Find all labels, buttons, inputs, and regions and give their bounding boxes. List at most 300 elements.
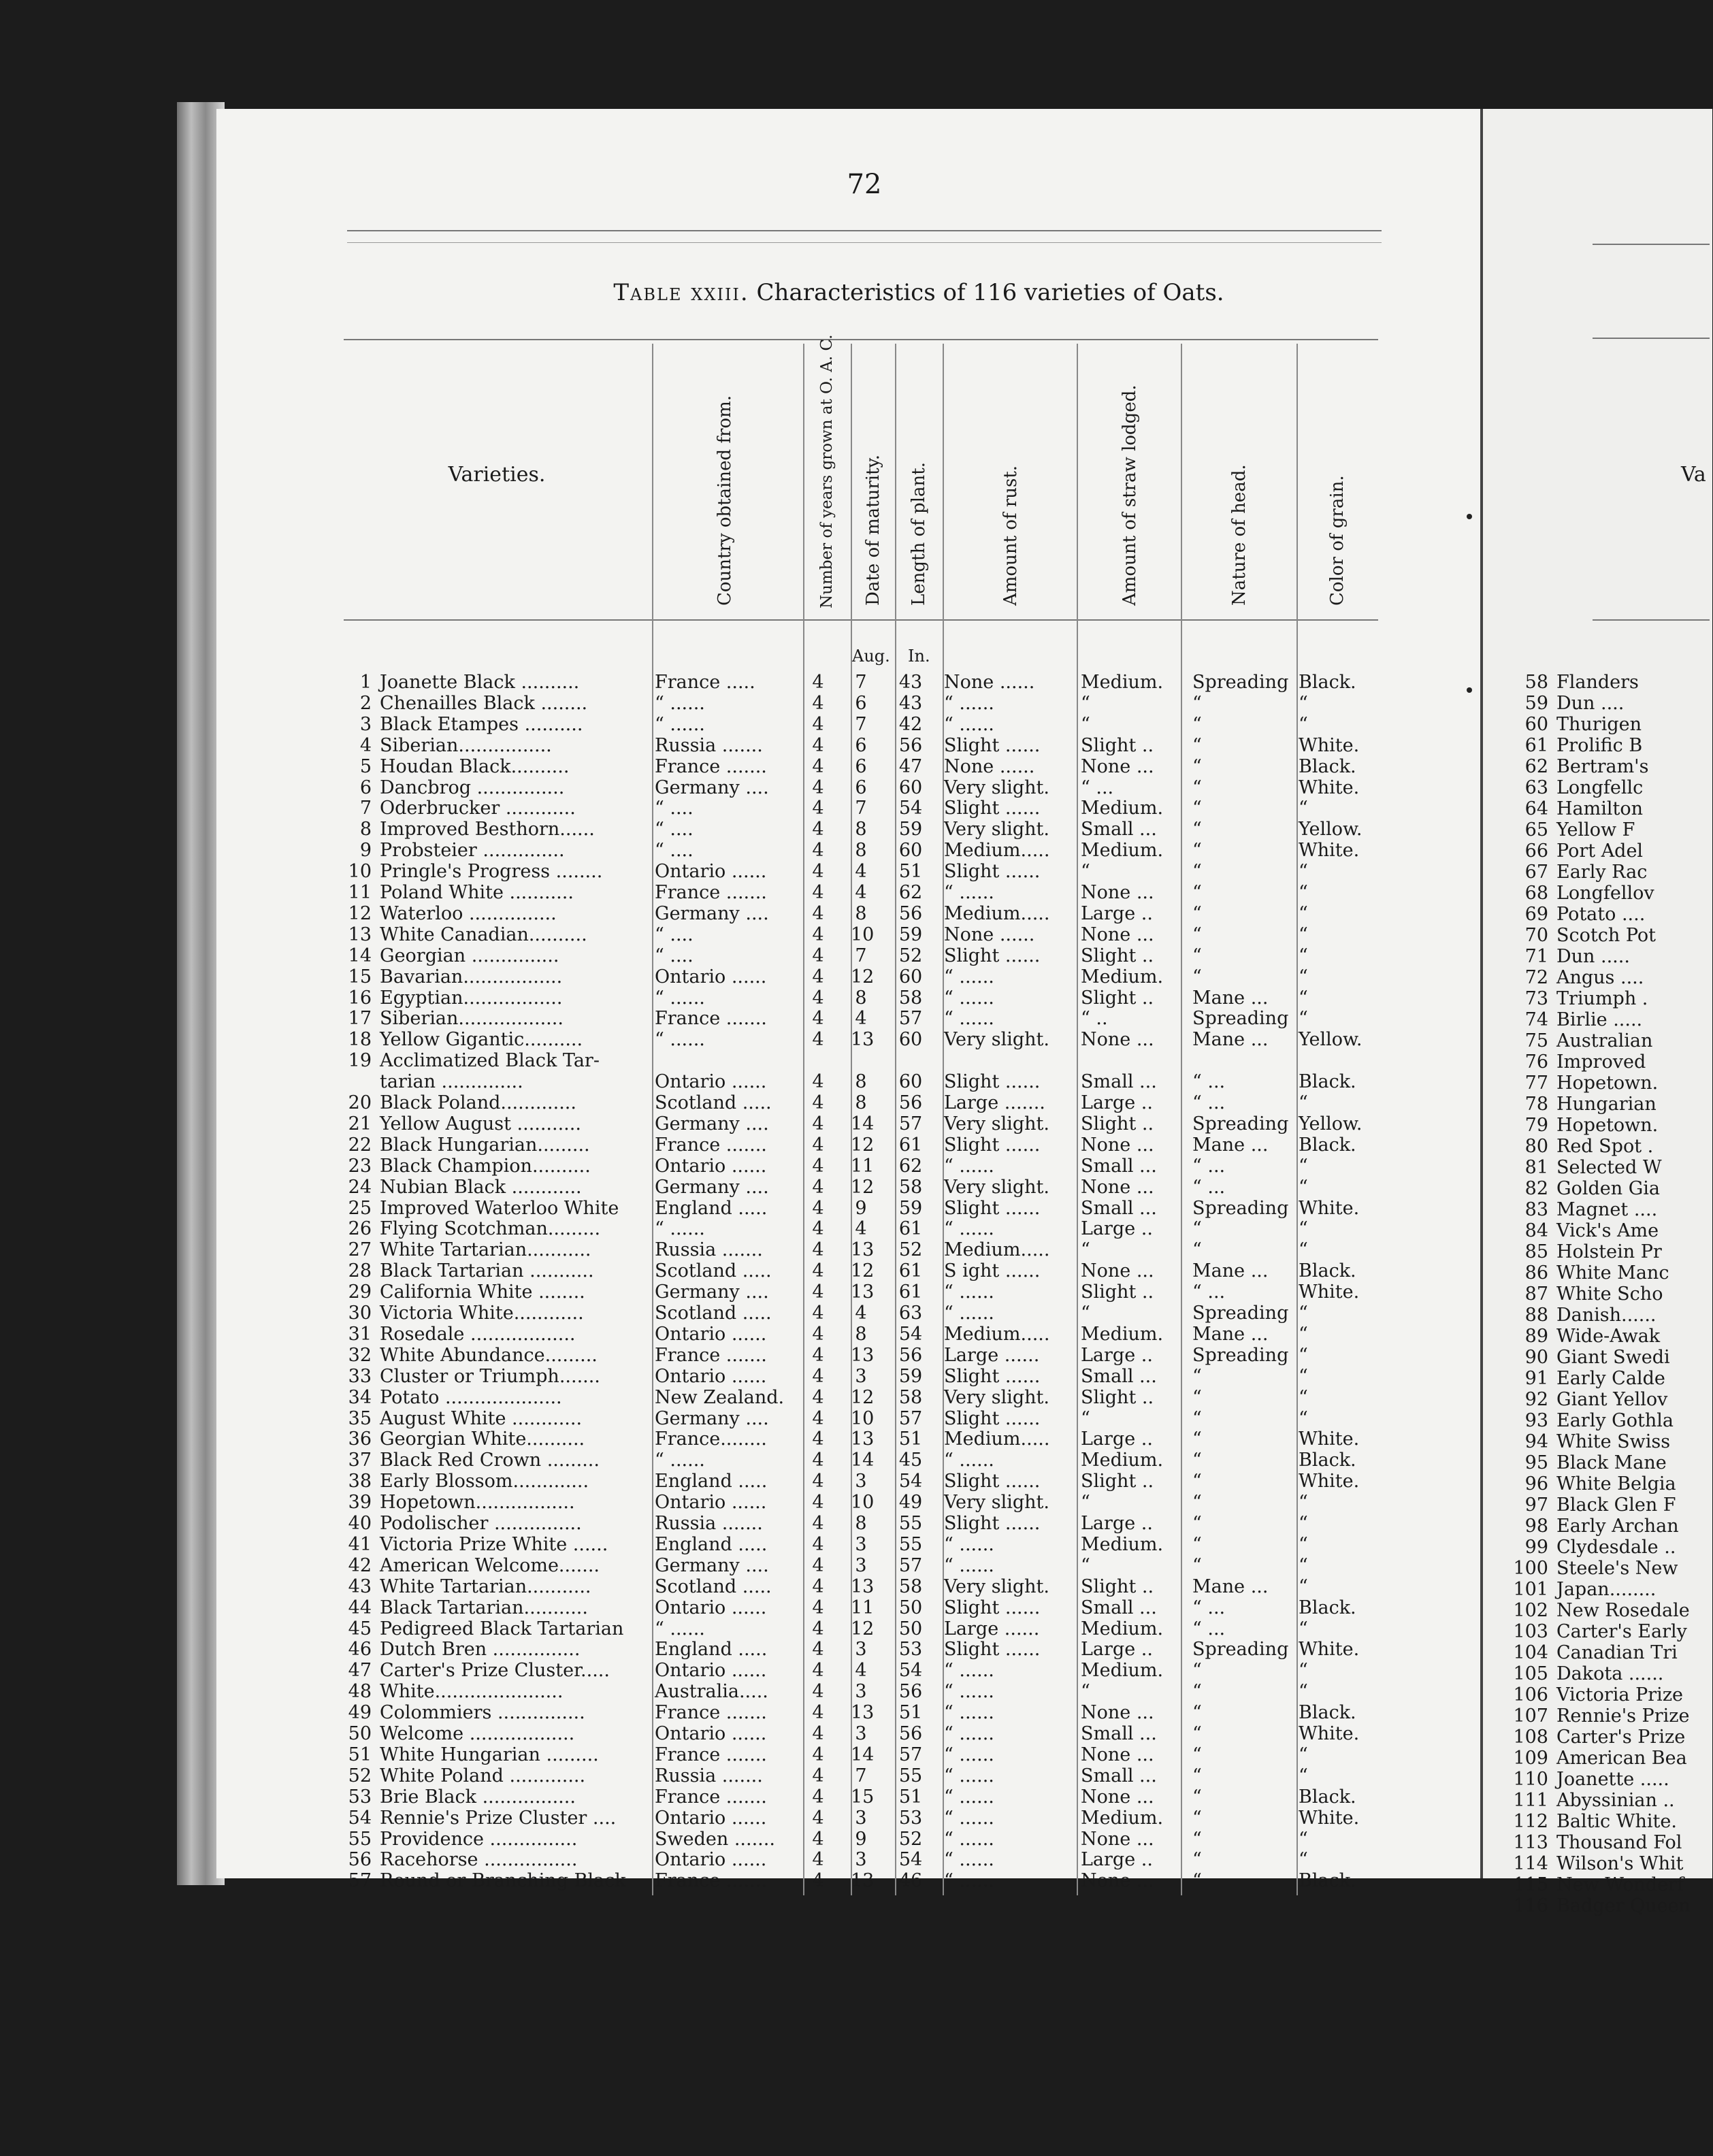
right-cell-num: 98	[1524, 1516, 1548, 1537]
right-cell-num: 107	[1513, 1705, 1548, 1727]
table-row	[333, 1639, 1395, 1660]
cell-color: White.	[1299, 1197, 1360, 1219]
cell-years: 4	[812, 1533, 824, 1555]
cell-length: 51	[898, 861, 923, 883]
cell-head: Mane ...	[1192, 1575, 1269, 1597]
cell-color: “	[1299, 798, 1308, 819]
right-cell-variety: Selected W	[1556, 1157, 1662, 1178]
cell-years: 4	[812, 1365, 824, 1387]
cell-color: White.	[1299, 1281, 1360, 1303]
cell-color: Black.	[1299, 1702, 1356, 1724]
cell-variety: White Canadian..........	[380, 924, 587, 945]
cell-head: Spreading	[1192, 1639, 1289, 1661]
cell-color: White.	[1299, 734, 1360, 756]
cell-num: 32	[348, 1344, 372, 1366]
cell-years: 4	[812, 1428, 824, 1450]
cell-rust: Very slight.	[944, 1386, 1049, 1408]
cell-country: France .......	[655, 1786, 767, 1808]
cell-rust: “ ......	[944, 1450, 994, 1471]
cell-variety: Chenailles Black ........	[380, 692, 588, 714]
cell-maturity: 14	[851, 1744, 875, 1765]
right-cell-num: 81	[1524, 1157, 1548, 1178]
cell-color: “	[1299, 1765, 1308, 1786]
cell-length: 56	[898, 902, 923, 924]
cell-maturity: 12	[851, 1260, 875, 1282]
right-page-row	[1507, 926, 1710, 946]
cell-color: “	[1299, 1386, 1308, 1408]
cell-rust: Very slight.	[944, 819, 1049, 840]
cell-rust: Very slight.	[944, 1029, 1049, 1051]
cell-lodged: Medium.	[1081, 1533, 1164, 1555]
right-cell-num: 100	[1513, 1558, 1548, 1579]
right-cell-variety: Potato ....	[1556, 904, 1646, 925]
right-page-row	[1507, 1474, 1710, 1494]
right-page-row	[1507, 1769, 1710, 1790]
header-head-text: Nature of head.	[1229, 464, 1250, 606]
cell-rust: Very slight.	[944, 1113, 1049, 1134]
cell-num: 31	[348, 1323, 372, 1345]
cell-lodged: Small ...	[1081, 1597, 1157, 1618]
right-cell-variety: New Rosedale	[1556, 1600, 1690, 1621]
cell-head: “	[1192, 1407, 1202, 1429]
cell-rust: Medium.....	[944, 1428, 1050, 1450]
right-cell-variety: White Belgia	[1556, 1473, 1676, 1494]
right-cell-variety: Rennie's Prize	[1556, 1705, 1690, 1727]
cell-color: “	[1299, 945, 1308, 966]
cell-num: 51	[348, 1744, 372, 1765]
cell-color: “	[1299, 987, 1308, 1009]
cell-length: 56	[898, 1681, 923, 1703]
right-cell-num: 85	[1524, 1241, 1548, 1262]
cell-maturity: 3	[855, 1365, 867, 1387]
cell-head: “	[1192, 1849, 1202, 1871]
cell-num: 22	[348, 1134, 372, 1156]
right-cell-variety: Longfellov	[1556, 883, 1654, 904]
cell-country: Germany ....	[655, 1554, 769, 1576]
cell-variety: White Hungarian .........	[380, 1744, 599, 1765]
right-page-row	[1507, 1052, 1710, 1073]
table-row	[333, 1766, 1395, 1786]
right-page-row	[1507, 1495, 1710, 1516]
right-page-row	[1507, 1305, 1710, 1326]
right-cell-num: 78	[1524, 1094, 1548, 1115]
right-cell-num: 76	[1524, 1051, 1548, 1073]
cell-head: “ ...	[1192, 1071, 1226, 1093]
cell-lodged: Large ..	[1081, 1513, 1153, 1534]
cell-maturity: 13	[851, 1575, 875, 1597]
cell-variety: Colommiers ...............	[380, 1702, 585, 1724]
cell-maturity: 12	[851, 1134, 875, 1156]
cell-num: 18	[348, 1029, 372, 1051]
cell-num: 1	[359, 672, 372, 693]
right-page-row	[1507, 1326, 1710, 1347]
right-cell-num: 96	[1524, 1473, 1548, 1494]
cell-head: “	[1192, 1828, 1202, 1850]
right-cell-variety: Hungarian	[1556, 1094, 1657, 1115]
cell-country: Scotland .....	[655, 1575, 772, 1597]
cell-lodged: Slight ..	[1081, 1386, 1154, 1408]
cell-variety: Probsteier ..............	[380, 840, 565, 862]
cell-rust: Medium.....	[944, 902, 1050, 924]
cell-maturity: 12	[851, 1618, 875, 1639]
cell-length: 62	[898, 1155, 923, 1177]
cell-country: Ontario ......	[655, 1849, 767, 1871]
cell-color: White.	[1299, 1807, 1360, 1829]
table-row	[333, 1388, 1395, 1408]
right-cell-variety: Abyssinian ..	[1556, 1790, 1675, 1811]
cell-num: 15	[348, 966, 372, 987]
cell-num: 21	[348, 1113, 372, 1134]
header-lodged	[1106, 347, 1154, 626]
cell-rust: Slight ......	[944, 945, 1041, 966]
cell-head: Mane ...	[1192, 1260, 1269, 1282]
cell-head: “	[1192, 1702, 1202, 1724]
cell-color: “	[1299, 1155, 1308, 1177]
cell-years: 4	[812, 734, 824, 756]
page-number: 72	[847, 169, 882, 200]
cell-years: 4	[812, 882, 824, 903]
right-page-row	[1507, 1115, 1710, 1136]
table-row	[333, 1177, 1395, 1198]
right-cell-variety: New Wonderf	[1556, 1874, 1684, 1895]
cell-num: 17	[348, 1008, 372, 1030]
table-row	[333, 946, 1395, 966]
right-cell-variety: Dun .....	[1556, 946, 1630, 967]
cell-num: 39	[348, 1492, 372, 1514]
cell-maturity: 8	[855, 902, 867, 924]
cell-maturity: 8	[855, 819, 867, 840]
right-cell-num: 73	[1524, 988, 1548, 1009]
cell-years: 4	[812, 1849, 824, 1871]
cell-maturity: 8	[855, 1323, 867, 1345]
cell-variety: Siberian..................	[380, 1008, 564, 1030]
cell-length: 51	[898, 1702, 923, 1724]
cell-lodged: “ ...	[1081, 777, 1114, 798]
right-cell-variety: White Scho	[1556, 1284, 1663, 1305]
cell-years: 4	[812, 1218, 824, 1240]
cell-country: Australia.....	[655, 1681, 768, 1703]
cell-head: Spreading	[1192, 1344, 1289, 1366]
cell-lodged: Large ..	[1081, 902, 1153, 924]
right-page-row	[1507, 1284, 1710, 1305]
right-page-rule	[1593, 244, 1710, 245]
cell-color: “	[1299, 1513, 1308, 1534]
table-row	[333, 988, 1395, 1009]
cell-num: 3	[359, 713, 372, 735]
cell-years: 4	[812, 1260, 824, 1282]
cell-maturity: 7	[855, 1765, 867, 1786]
cell-rust: None ......	[944, 924, 1035, 945]
cell-lodged: “	[1081, 713, 1090, 735]
table-top-rule	[344, 339, 1378, 340]
cell-maturity: 4	[855, 1008, 867, 1030]
cell-color: “	[1299, 1618, 1308, 1639]
right-cell-num: 116	[1513, 1895, 1548, 1916]
cell-length: 42	[898, 713, 923, 735]
right-cell-num: 70	[1524, 925, 1548, 946]
cell-variety: Black Etampes ..........	[380, 713, 583, 735]
right-cell-variety: Black Glen F	[1556, 1494, 1676, 1516]
cell-rust: Large .......	[944, 1092, 1045, 1113]
cell-color: White.	[1299, 1428, 1360, 1450]
cell-maturity: 14	[851, 1113, 875, 1134]
cell-years: 4	[812, 1029, 824, 1051]
table-row	[333, 840, 1395, 861]
cell-head: “	[1192, 819, 1202, 840]
cell-maturity: 7	[855, 713, 867, 735]
table-row	[333, 1492, 1395, 1513]
table-row	[333, 1745, 1395, 1765]
right-page-row	[1507, 1158, 1710, 1178]
table-row	[333, 1787, 1395, 1808]
cell-variety: Black Red Crown .........	[380, 1450, 600, 1471]
table-title-prefix: Table xxiii.	[613, 279, 749, 306]
cell-num: 20	[348, 1092, 372, 1113]
right-cell-num: 99	[1524, 1537, 1548, 1558]
right-cell-variety: Dun ....	[1556, 693, 1625, 714]
cell-rust: Slight ......	[944, 734, 1041, 756]
cell-maturity: 6	[855, 692, 867, 714]
cell-lodged: Medium.	[1081, 1323, 1164, 1345]
right-page-row	[1507, 1791, 1710, 1811]
right-cell-variety: Wide-Awak	[1556, 1326, 1661, 1347]
cell-years: 4	[812, 1744, 824, 1765]
cell-color: “	[1299, 1554, 1308, 1576]
cell-color: “	[1299, 924, 1308, 945]
cell-lodged: Slight ..	[1081, 1281, 1154, 1303]
right-cell-variety: White Swiss	[1556, 1431, 1671, 1452]
cell-rust: “ ......	[944, 1849, 994, 1871]
cell-length: 56	[898, 1723, 923, 1744]
cell-years: 4	[812, 987, 824, 1009]
cell-length: 56	[898, 1344, 923, 1366]
cell-num: 37	[348, 1450, 372, 1471]
cell-maturity: 6	[855, 734, 867, 756]
cell-head: “	[1192, 1471, 1202, 1492]
right-page-row	[1507, 1580, 1710, 1600]
cell-rust: “ ......	[944, 1702, 994, 1724]
table-row	[333, 1282, 1395, 1303]
cell-length: 57	[898, 1113, 923, 1134]
cell-length: 54	[898, 798, 923, 819]
right-cell-variety: Steele's New	[1556, 1558, 1678, 1579]
right-cell-variety: Victoria Prize	[1556, 1684, 1684, 1705]
cell-variety: Black Tartarian ...........	[380, 1260, 594, 1282]
right-cell-variety: Danish......	[1556, 1305, 1657, 1326]
cell-country: Russia .......	[655, 1765, 763, 1786]
table-row	[333, 1514, 1395, 1534]
cell-color: “	[1299, 1303, 1308, 1324]
right-cell-variety: Giant Yellov	[1556, 1389, 1668, 1410]
cell-maturity: 12	[851, 1386, 875, 1408]
cell-num: 10	[348, 861, 372, 883]
header-rust-text: Amount of rust.	[1000, 465, 1021, 606]
cell-years: 4	[812, 1281, 824, 1303]
cell-length: 57	[898, 1407, 923, 1429]
header-years	[803, 334, 851, 626]
cell-rust: Very slight.	[944, 1176, 1049, 1198]
cell-color: White.	[1299, 1723, 1360, 1744]
right-cell-variety: Clydesdale ..	[1556, 1537, 1676, 1558]
right-cell-variety: Giant Swedi	[1556, 1347, 1670, 1368]
cell-num: 34	[348, 1386, 372, 1408]
table-row	[333, 1093, 1395, 1113]
header-lodged-text: Amount of straw lodged.	[1120, 385, 1140, 606]
cell-head: Spreading	[1192, 672, 1289, 693]
cell-rust: “ ......	[944, 1681, 994, 1703]
cell-head: Mane ...	[1192, 987, 1269, 1009]
cell-country: England .....	[655, 1471, 768, 1492]
right-cell-num: 97	[1524, 1494, 1548, 1516]
cell-years: 4	[812, 1071, 824, 1093]
cell-years: 4	[812, 1681, 824, 1703]
cell-num: 23	[348, 1155, 372, 1177]
table-row	[333, 1829, 1395, 1850]
cell-head: “	[1192, 734, 1202, 756]
cell-color: Black.	[1299, 1260, 1356, 1282]
right-cell-num: 77	[1524, 1073, 1548, 1094]
cell-head: “	[1192, 1492, 1202, 1514]
cell-length: 47	[898, 755, 923, 777]
right-cell-variety: Red Spot .	[1556, 1136, 1654, 1157]
cell-rust: “ ......	[944, 692, 994, 714]
cell-length: 54	[898, 1660, 923, 1682]
right-cell-num: 110	[1513, 1769, 1548, 1790]
cell-lodged: Large ..	[1081, 1092, 1153, 1113]
cell-length: 58	[898, 1575, 923, 1597]
cell-variety: Podolischer ...............	[380, 1513, 582, 1534]
cell-country: France .......	[655, 1344, 767, 1366]
table-row	[333, 757, 1395, 777]
table-row	[333, 1850, 1395, 1870]
cell-country: Scotland .....	[655, 1092, 772, 1113]
cell-maturity: 8	[855, 1513, 867, 1534]
cell-maturity: 3	[855, 1471, 867, 1492]
table-row	[333, 1303, 1395, 1324]
table-row	[333, 967, 1395, 987]
right-cell-num: 61	[1524, 735, 1548, 756]
cell-variety: Black Poland.............	[380, 1092, 576, 1113]
cell-lodged: Medium.	[1081, 840, 1164, 862]
cell-maturity: 6	[855, 777, 867, 798]
cell-head: “	[1192, 840, 1202, 862]
cell-maturity: 13	[851, 1428, 875, 1450]
cell-lodged: None ...	[1081, 1029, 1154, 1051]
cell-years: 4	[812, 1702, 824, 1724]
right-page-row	[1507, 799, 1710, 819]
cell-maturity: 10	[851, 1492, 875, 1514]
cell-maturity: 7	[855, 672, 867, 693]
cell-years: 4	[812, 1471, 824, 1492]
cell-head: “	[1192, 1765, 1202, 1786]
cell-country: Germany ....	[655, 1407, 769, 1429]
cell-rust: “ ......	[944, 1218, 994, 1240]
cell-head: “	[1192, 1554, 1202, 1576]
cell-years: 4	[812, 692, 824, 714]
cell-years: 4	[812, 1134, 824, 1156]
right-page-row	[1507, 1706, 1710, 1727]
cell-num: 8	[359, 819, 372, 840]
cell-years: 4	[812, 1323, 824, 1345]
cell-variety: Flying Scotchman.........	[380, 1218, 601, 1240]
cell-variety: White Poland .............	[380, 1765, 586, 1786]
cell-maturity: 3	[855, 1533, 867, 1555]
cell-country: Scotland .....	[655, 1260, 772, 1282]
cell-color: “	[1299, 1323, 1308, 1345]
cell-country: “ ......	[655, 987, 705, 1009]
cell-maturity: 15	[851, 1786, 875, 1808]
cell-maturity: 3	[855, 1807, 867, 1829]
cell-length: 55	[898, 1765, 923, 1786]
right-cell-variety: Birlie .....	[1556, 1009, 1643, 1030]
right-cell-variety: Magnet ....	[1556, 1199, 1658, 1220]
cell-years: 4	[812, 1554, 824, 1576]
cell-variety: Providence ...............	[380, 1828, 578, 1850]
cell-color: “	[1299, 1008, 1308, 1030]
right-cell-num: 62	[1524, 756, 1548, 777]
cell-color: “	[1299, 902, 1308, 924]
right-page-row	[1507, 1411, 1710, 1431]
cell-lodged: Slight ..	[1081, 945, 1154, 966]
cell-variety: Georgian ...............	[380, 945, 559, 966]
right-cell-variety: Hopetown.	[1556, 1115, 1659, 1136]
right-cell-num: 86	[1524, 1262, 1548, 1284]
cell-length: 60	[898, 777, 923, 798]
cell-length: 50	[898, 1618, 923, 1639]
cell-head: “	[1192, 945, 1202, 966]
cell-years: 4	[812, 861, 824, 883]
cell-variety: Early Blossom.............	[380, 1471, 589, 1492]
cell-lodged: Large ..	[1081, 1639, 1153, 1661]
cell-length: 53	[898, 1639, 923, 1661]
right-page-row	[1507, 1094, 1710, 1115]
cell-variety: tarian ..............	[380, 1071, 523, 1093]
cell-rust: “ ......	[944, 1281, 994, 1303]
cell-years: 4	[812, 1492, 824, 1514]
right-cell-variety: Flanders	[1556, 672, 1639, 693]
cell-lodged: Large ..	[1081, 1849, 1153, 1871]
cell-num: 42	[348, 1554, 372, 1576]
cell-variety: Pringle's Progress ........	[380, 861, 603, 883]
right-cell-num: 92	[1524, 1389, 1548, 1410]
cell-num: 26	[348, 1218, 372, 1240]
cell-lodged: Slight ..	[1081, 1471, 1154, 1492]
cell-color: Black.	[1299, 1870, 1356, 1892]
cell-rust: Very slight.	[944, 1492, 1049, 1514]
right-cell-num: 104	[1513, 1642, 1548, 1663]
cell-head: “	[1192, 966, 1202, 987]
cell-country: Germany ....	[655, 1113, 769, 1134]
top-rule-2	[347, 242, 1382, 243]
cell-head: “	[1192, 1513, 1202, 1534]
cell-maturity: 12	[851, 1176, 875, 1198]
cell-head: “	[1192, 1365, 1202, 1387]
cell-lodged: Small ...	[1081, 1723, 1157, 1744]
header-color	[1314, 347, 1361, 626]
right-cell-num: 59	[1524, 693, 1548, 714]
cell-head: “	[1192, 1533, 1202, 1555]
cell-length: 63	[898, 1303, 923, 1324]
table-row	[333, 1009, 1395, 1029]
cell-head: “	[1192, 1218, 1202, 1240]
cell-years: 4	[812, 1008, 824, 1030]
cell-variety: Dutch Bren ...............	[380, 1639, 581, 1661]
cell-country: France .......	[655, 1870, 767, 1892]
cell-head: “ ...	[1192, 1155, 1226, 1177]
cell-years: 4	[812, 1597, 824, 1618]
right-page-row	[1507, 904, 1710, 925]
right-cell-num: 58	[1524, 672, 1548, 693]
